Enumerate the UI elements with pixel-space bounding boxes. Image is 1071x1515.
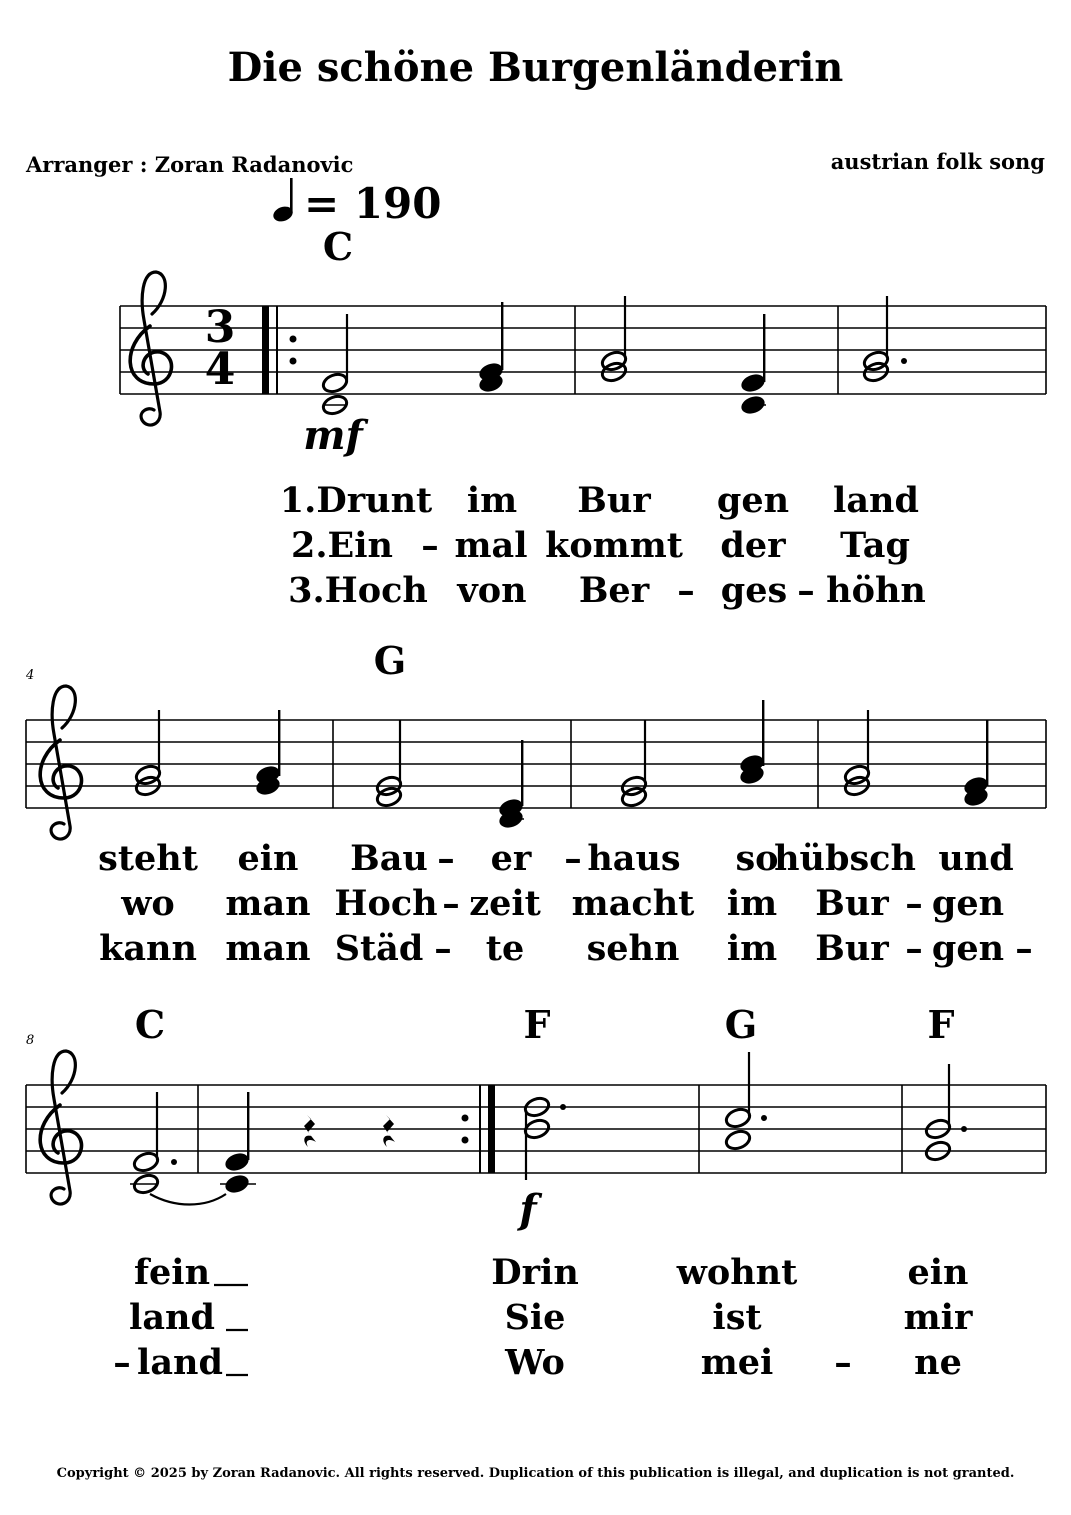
- lyric-syllable: 2.Ein: [291, 525, 393, 566]
- copyright-notice: Copyright © 2025 by Zoran Radanovic. All rights reserved. Duplication of this publication is illegal, and duplication is not granted.: [56, 1466, 1015, 1481]
- score-title: Die schöne Burgenländerin: [227, 44, 844, 91]
- half-note-chord: [600, 296, 628, 384]
- lyric-syllable: ist: [712, 1297, 762, 1338]
- lyric-syllable: der: [720, 525, 786, 566]
- measure-number: 8: [26, 1033, 35, 1048]
- lyric-syllable: kommt: [545, 525, 683, 566]
- lyric-syllable: und: [938, 838, 1014, 879]
- staff-system: [26, 686, 1046, 839]
- dynamic-marking: mf: [303, 412, 363, 459]
- tempo-value: = 190: [304, 179, 442, 228]
- lyric-syllable: 1.Drunt: [279, 480, 433, 521]
- lyric-syllable: ein: [907, 1252, 969, 1293]
- lyric-hyphen: –: [564, 838, 582, 879]
- lyric-syllable: kann: [99, 928, 197, 969]
- quarter-rest-icon: [383, 1115, 395, 1147]
- lyric-syllable: sehn: [586, 928, 680, 969]
- lyric-syllable: er: [490, 838, 532, 879]
- time-signature-bottom: 4: [204, 344, 236, 395]
- composer-credit: austrian folk song: [830, 149, 1045, 174]
- lyric-hyphen: –: [834, 1342, 852, 1383]
- lyric-syllable: man: [225, 883, 311, 924]
- lyric-syllable: Drin: [491, 1252, 579, 1293]
- lyric-hyphen: –: [437, 838, 455, 879]
- lyric-hyphen: –: [421, 525, 439, 566]
- lyric-syllable: land: [833, 480, 919, 521]
- treble-clef-icon: [130, 272, 171, 425]
- chord-symbol: F: [927, 1002, 955, 1047]
- lyric-syllable: im: [726, 883, 778, 924]
- lyric-syllable: im: [466, 480, 518, 521]
- lyric-syllable: steht: [98, 838, 198, 879]
- lyric-syllable: te: [485, 928, 525, 969]
- chord-symbol: F: [523, 1002, 551, 1047]
- lyric-syllable: Bur: [815, 883, 889, 924]
- quarter-note-chord: [739, 314, 767, 417]
- lyric-syllable: Bur: [577, 480, 651, 521]
- chord-symbol: G: [724, 1002, 758, 1047]
- dotted-half-note-chord: [862, 296, 907, 384]
- lyric-syllable: wohnt: [676, 1252, 798, 1293]
- lyric-syllable: zeit: [469, 883, 541, 924]
- quarter-rest-icon: [304, 1115, 316, 1147]
- lyric-hyphen: –: [434, 928, 452, 969]
- lyric-syllable: Städ: [334, 928, 424, 969]
- lyric-syllable: haus: [587, 838, 681, 879]
- half-note-chord: [321, 314, 349, 417]
- chord-symbol: C: [322, 224, 354, 269]
- staff-system: [26, 1051, 1046, 1205]
- lyric-syllable: so: [735, 838, 779, 879]
- lyric-syllable: macht: [571, 883, 695, 924]
- lyric-hyphen: –: [442, 883, 460, 924]
- lyric-syllable: höhn: [826, 570, 926, 611]
- lyric-syllable: fein: [133, 1252, 211, 1293]
- dotted-half-note-chord: [130, 1092, 226, 1205]
- quarter-note-chord: [738, 700, 766, 787]
- lyric-syllable: wo: [121, 883, 175, 924]
- lyric-syllable: Sie: [504, 1297, 566, 1338]
- measure-number: 4: [26, 668, 35, 683]
- lyric-syllable: mal: [454, 525, 528, 566]
- quarter-note-chord: [477, 302, 505, 395]
- lyric-syllable: hübsch: [774, 838, 916, 879]
- lyric-syllable: Bur: [815, 928, 889, 969]
- lyric-syllable: gen: [716, 480, 790, 521]
- lyric-hyphen: –: [677, 570, 695, 611]
- half-note-chord: [134, 710, 162, 798]
- lyric-syllable: gen: [931, 928, 1005, 969]
- lyric-syllable: man: [225, 928, 311, 969]
- lyric-syllable: Hoch: [334, 883, 438, 924]
- lyric-syllable: gen: [931, 883, 1005, 924]
- lyric-hyphen: –: [905, 928, 923, 969]
- lyric-hyphen: –: [1015, 928, 1033, 969]
- lyric-syllable: mei: [700, 1342, 774, 1383]
- staff-system: [120, 272, 1046, 425]
- dotted-half-note-chord: [924, 1064, 967, 1163]
- chord-symbol: G: [373, 638, 407, 683]
- lyric-syllable: Wo: [505, 1342, 565, 1383]
- dotted-half-note-chord: [724, 1052, 767, 1152]
- chord-symbol: C: [134, 1002, 166, 1047]
- lyric-syllable: ne: [914, 1342, 962, 1383]
- treble-clef-icon: [40, 686, 81, 839]
- lyric-syllable: land: [137, 1342, 223, 1383]
- treble-clef-icon: [40, 1051, 81, 1204]
- dynamic-marking: f: [519, 1186, 537, 1233]
- lyric-syllable: von: [457, 570, 527, 611]
- dotted-half-note-chord: [523, 1095, 566, 1180]
- lyric-syllable: land: [129, 1297, 215, 1338]
- lyric-hyphen: –: [905, 883, 923, 924]
- lyric-syllable: Bau: [350, 838, 428, 879]
- lyric-syllable: im: [726, 928, 778, 969]
- lyric-syllable: mir: [903, 1297, 973, 1338]
- lyric-syllable: ges: [720, 570, 788, 611]
- lyric-syllable: 3.Hoch: [288, 570, 428, 611]
- arranger-credit: Arranger : Zoran Radanovic: [26, 152, 354, 177]
- time-signature-top: 3: [204, 302, 236, 353]
- lyric-hyphen: –: [797, 570, 815, 611]
- quarter-note-chord: [254, 710, 282, 798]
- lyric-syllable: Tag: [840, 525, 910, 566]
- half-note-chord: [843, 710, 871, 798]
- lyric-hyphen: –: [113, 1342, 131, 1383]
- lyric-syllable: ein: [237, 838, 299, 879]
- lyric-syllable: Ber: [578, 570, 650, 611]
